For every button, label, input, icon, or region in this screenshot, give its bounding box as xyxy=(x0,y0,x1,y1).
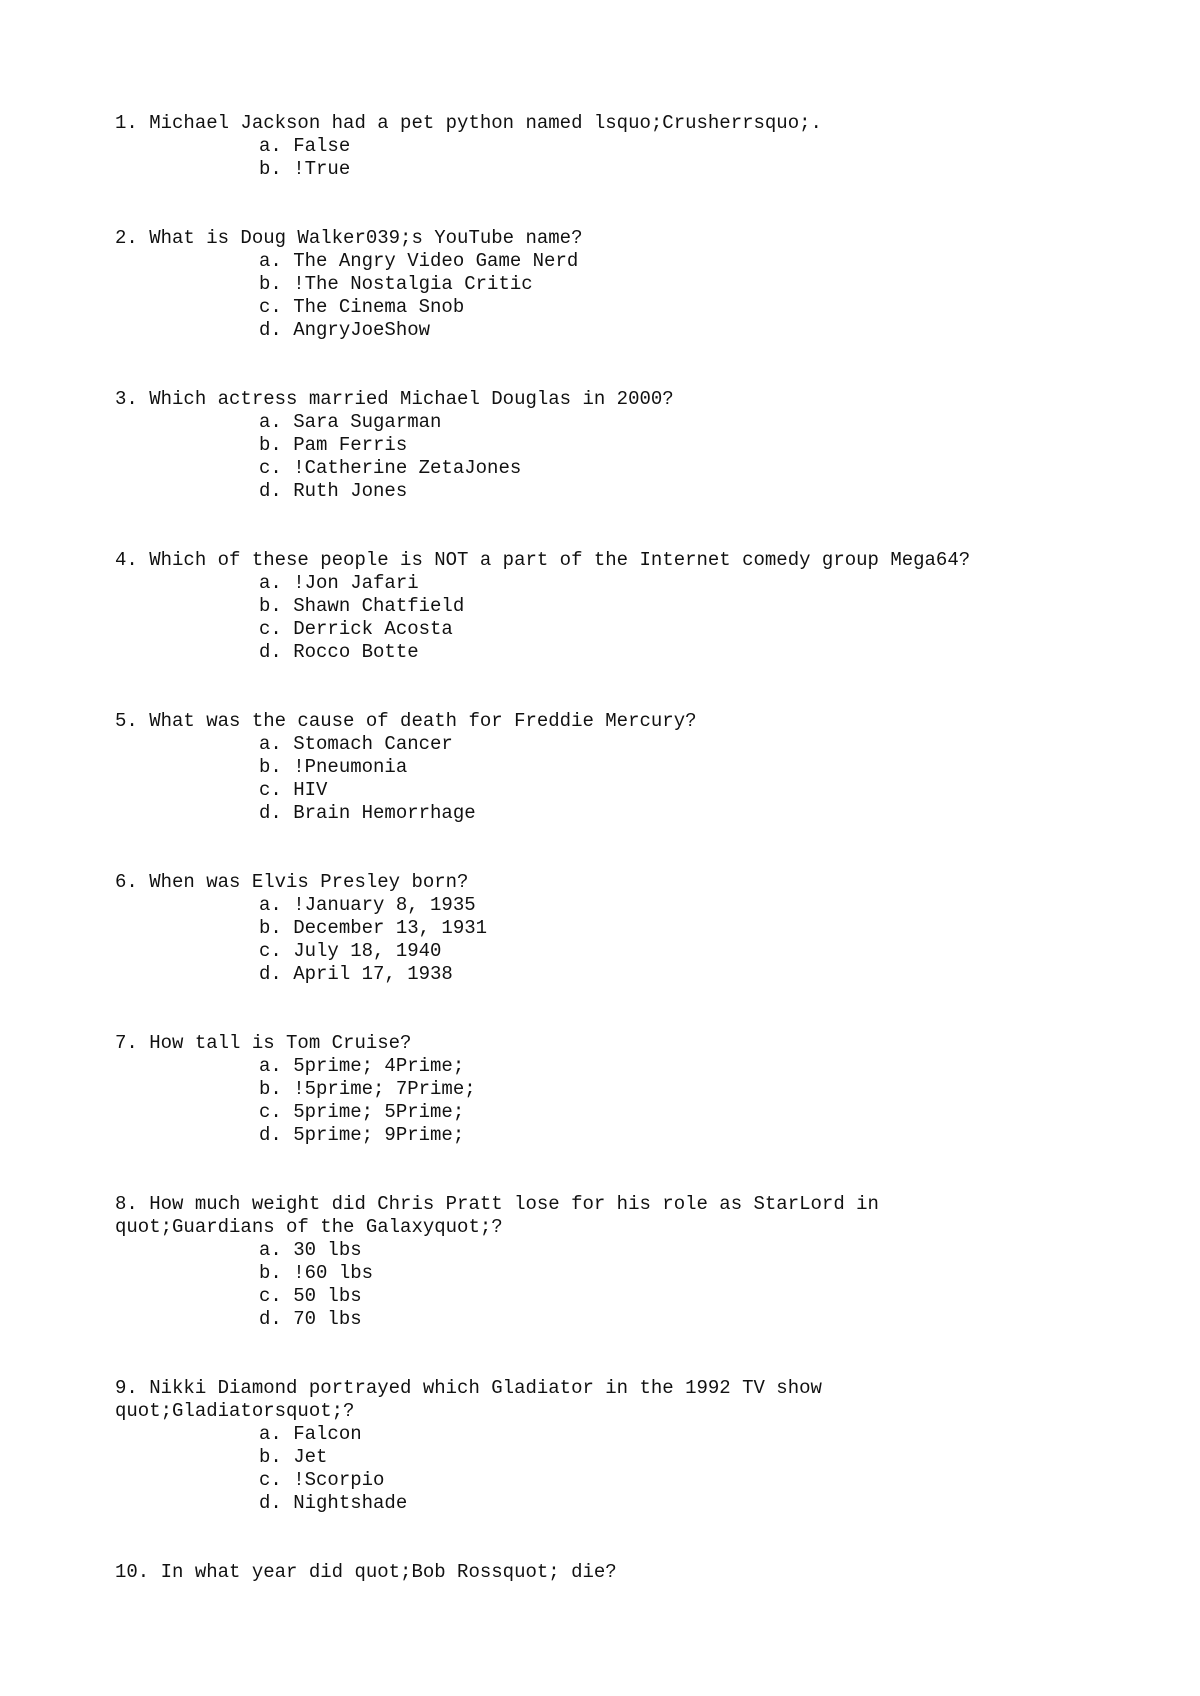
answer-options xyxy=(115,1423,1155,1515)
answer-option: c. Derrick Acosta xyxy=(259,618,453,640)
answer-option: a. Stomach Cancer xyxy=(259,733,453,755)
question-3 xyxy=(115,388,1155,503)
answer-option: a. !Jon Jafari xyxy=(259,572,419,594)
answer-options xyxy=(115,135,1155,181)
answer-option: c. HIV xyxy=(259,779,328,801)
question-1 xyxy=(115,112,1155,181)
question-text: 2. What is Doug Walker039;s YouTube name? xyxy=(115,227,583,249)
answer-option: c. 50 lbs xyxy=(259,1285,362,1307)
answer-option: b. !True xyxy=(259,158,351,180)
question-text: 3. Which actress married Michael Douglas in 2000? xyxy=(115,388,674,410)
answer-option: a. Sara Sugarman xyxy=(259,411,442,433)
answer-option: a. Falcon xyxy=(259,1423,362,1445)
answer-option: b. December 13, 1931 xyxy=(259,917,488,939)
answer-option: c. !Catherine ZetaJones xyxy=(259,457,522,479)
question-text: 6. When was Elvis Presley born? xyxy=(115,871,469,893)
question-6 xyxy=(115,871,1155,986)
answer-option: d. Ruth Jones xyxy=(259,480,408,502)
answer-options xyxy=(115,411,1155,503)
answer-option: d. AngryJoeShow xyxy=(259,319,431,341)
answer-option: b. !5prime; 7Prime; xyxy=(259,1078,476,1100)
answer-option: b. Pam Ferris xyxy=(259,434,408,456)
answer-option: c. !Scorpio xyxy=(259,1469,385,1491)
answer-option: b. Shawn Chatfield xyxy=(259,595,465,617)
answer-option: a. 5prime; 4Prime; xyxy=(259,1055,465,1077)
question-text: 10. In what year did quot;Bob Rossquot; die? xyxy=(115,1561,617,1583)
answer-option: b. Jet xyxy=(259,1446,328,1468)
question-text: 7. How tall is Tom Cruise? xyxy=(115,1032,412,1054)
answer-option: b. !Pneumonia xyxy=(259,756,408,778)
question-5 xyxy=(115,710,1155,825)
answer-option: b. !60 lbs xyxy=(259,1262,374,1284)
answer-option: d. Nightshade xyxy=(259,1492,408,1514)
answer-option: a. !January 8, 1935 xyxy=(259,894,476,916)
answer-options xyxy=(115,1055,1155,1147)
question-text: 5. What was the cause of death for Freddie Mercury? xyxy=(115,710,697,732)
quiz-document xyxy=(115,112,1155,1630)
answer-options xyxy=(115,572,1155,664)
answer-option: d. 70 lbs xyxy=(259,1308,362,1330)
question-text: 1. Michael Jackson had a pet python named lsquo;Crusherrsquo;. xyxy=(115,112,822,134)
answer-option: a. False xyxy=(259,135,351,157)
question-9 xyxy=(115,1377,1155,1515)
answer-option: b. !The Nostalgia Critic xyxy=(259,273,533,295)
answer-option: a. The Angry Video Game Nerd xyxy=(259,250,579,272)
question-4 xyxy=(115,549,1155,664)
answer-options xyxy=(115,733,1155,825)
question-2 xyxy=(115,227,1155,342)
question-text: 4. Which of these people is NOT a part of the Internet comedy group Mega64? xyxy=(115,549,971,571)
question-text: 8. How much weight did Chris Pratt lose for his role as StarLord in quot;Guardians of the Galaxyquot;? xyxy=(115,1193,879,1238)
question-7 xyxy=(115,1032,1155,1147)
answer-option: c. The Cinema Snob xyxy=(259,296,465,318)
answer-options xyxy=(115,894,1155,986)
answer-option: d. April 17, 1938 xyxy=(259,963,453,985)
question-8 xyxy=(115,1193,1155,1331)
question-text: 9. Nikki Diamond portrayed which Gladiator in the 1992 TV show quot;Gladiatorsquot;? xyxy=(115,1377,822,1422)
answer-option: c. July 18, 1940 xyxy=(259,940,442,962)
answer-option: d. Brain Hemorrhage xyxy=(259,802,476,824)
answer-option: d. 5prime; 9Prime; xyxy=(259,1124,465,1146)
answer-options xyxy=(115,1239,1155,1331)
answer-option: a. 30 lbs xyxy=(259,1239,362,1261)
answer-option: c. 5prime; 5Prime; xyxy=(259,1101,465,1123)
question-10 xyxy=(115,1561,1155,1584)
answer-option: d. Rocco Botte xyxy=(259,641,419,663)
answer-options xyxy=(115,250,1155,342)
